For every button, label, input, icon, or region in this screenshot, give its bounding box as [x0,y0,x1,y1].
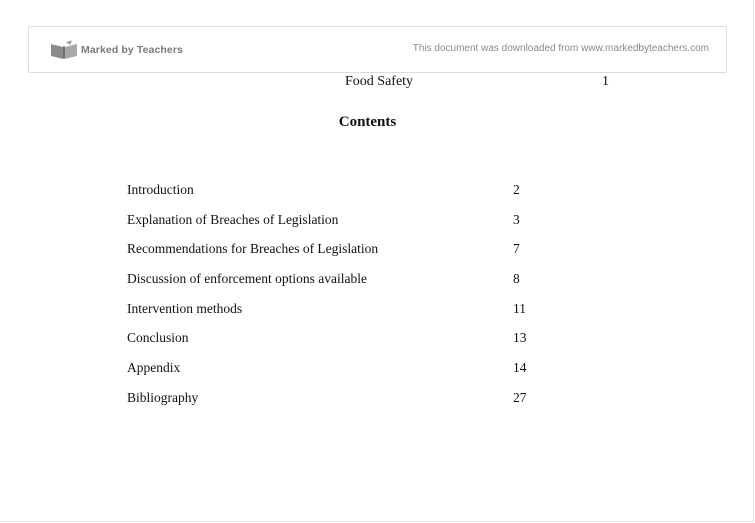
download-banner [28,26,727,73]
toc-entry [127,182,547,212]
toc-entry [127,212,547,242]
toc-entry [127,271,547,301]
marked-by-teachers-logo[interactable] [50,40,183,60]
toc-entry [127,390,547,420]
running-header-title: Food Safety [345,74,414,89]
toc-entry [127,360,547,390]
toc-entry-title: Conclusion [127,330,189,346]
toc-entry [127,301,547,331]
toc-entry-title: Bibliography [127,389,199,405]
toc-entry [127,330,547,360]
toc-entry-page: 14 [513,360,527,376]
page-number: 1 [602,74,609,89]
toc-entry-title: Recommendations for Breaches of Legislation [127,241,379,257]
toc-entry-title: Appendix [127,360,181,376]
toc-entry-title: Discussion of enforcement options available [127,271,367,287]
toc-entry-page: 7 [513,241,520,257]
toc-entry-title: Explanation of Breaches of Legislation [127,211,339,227]
toc-entry-page: 8 [513,271,520,287]
toc-entry-page: 13 [513,330,527,346]
logo-text: Marked by Teachers [81,44,183,56]
book-logo-icon [50,40,78,60]
toc-entry [127,241,547,271]
toc-entry-page: 2 [513,182,520,197]
toc-entry-title: Intervention methods [127,300,243,316]
contents-heading: Contents [338,114,397,130]
download-source-note: This document was downloaded from www.markedbyteachers.com [412,43,709,54]
toc-entry-page: 3 [513,211,520,227]
toc-entry-title: Introduction [127,182,194,197]
toc-entry-page: 27 [513,389,527,405]
toc-entry-page: 11 [513,300,526,316]
table-of-contents [127,182,547,420]
